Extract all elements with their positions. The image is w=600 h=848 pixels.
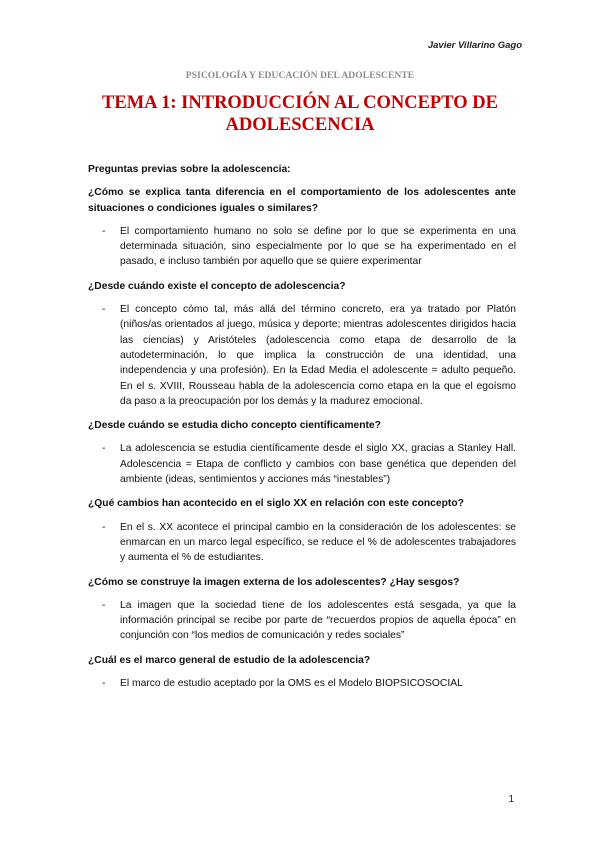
answer-5 [88,598,516,644]
question-5: ¿Cómo se construye la imagen externa de los adolescentes? ¿Hay sesgos? [88,576,460,588]
answer-text: El comportamiento humano no solo se define por lo que se experimenta en una determinada situación, sino especialmente por lo que se ha experimentado en el pasado, e incluso también por aquello que se quiere experimentar [120,225,516,268]
question-1: ¿Cómo se explica tanta diferencia en el comportamiento de los adolescentes ante situaciones o condiciones iguales o similares? [88,187,516,214]
answer-text: La adolescencia se estudia científicamente desde el siglo XX, gracias a Stanley Hall. Adolescencia = Etapa de conflicto y cambios con base genética que dependen del ambiente (ideas, sentimientos y acciones más “inestables”) [120,443,516,486]
answer-4 [88,520,516,566]
answer-text: El concepto cómo tal, más allá del término concreto, era ya tratado por Platón (niños/as orientados al juego, música y deporte; mientras adolescentes dirigidos hacia las ciencias) y Aristóteles (adolescencia como etapa de desarrollo de la autodeterminación, lo que implica la construcción de una identidad, una independencia y una profesión). En la Edad Media el adolescente = adulto pequeño. En el s. XVIII, Rousseau habla de la adolescencia como etapa en la que el egoísmo da paso a la preocupación por los demás y la madurez emocional. [120,304,516,407]
page-title: TEMA 1: INTRODUCCIÓN AL CONCEPTO DE ADOLESCENCIA [102,93,498,135]
question-2: ¿Desde cuándo existe el concepto de adolescencia? [88,280,346,292]
question-3: ¿Desde cuándo se estudia dicho concepto científicamente? [88,420,381,432]
bullet-dash: - [102,678,106,690]
bullet-dash: - [102,225,106,237]
bullet-dash: - [102,521,106,533]
bullet-dash: - [102,304,106,316]
author-name: Javier Villarino Gago [427,40,522,51]
answer-text: El marco de estudio aceptado por la OMS es el Modelo BIOPSICOSOCIAL [120,678,463,690]
page-number: 1 [508,794,514,805]
subject-heading: PSICOLOGÍA Y EDUCACIÓN DEL ADOLESCENTE [185,71,415,81]
question-6: ¿Cuál es el marco general de estudio de la adolescencia? [88,654,371,666]
answer-1 [88,224,516,270]
bullet-dash: - [102,443,106,455]
question-4: ¿Qué cambios han acontecido en el siglo XX en relación con este concepto? [88,498,464,510]
intro-heading: Preguntas previas sobre la adolescencia: [88,164,291,175]
answer-3 [88,441,516,487]
answer-6 [88,676,516,691]
answer-text: La imagen que la sociedad tiene de los adolescentes está sesgada, ya que la información principal se recibe por parte de “recuerdos propios de aquella época” en conjunción con “los medios de comunicación y redes sociales” [120,599,516,642]
document-body [88,162,516,700]
bullet-dash: - [102,599,106,611]
answer-2 [88,302,516,409]
answer-text: En el s. XX acontece el principal cambio en la consideración de los adolescentes: se enmarcan en un marco legal específico, se reduce el % de adolescentes trabajadores y aumenta el % de estudiantes. [120,521,516,564]
